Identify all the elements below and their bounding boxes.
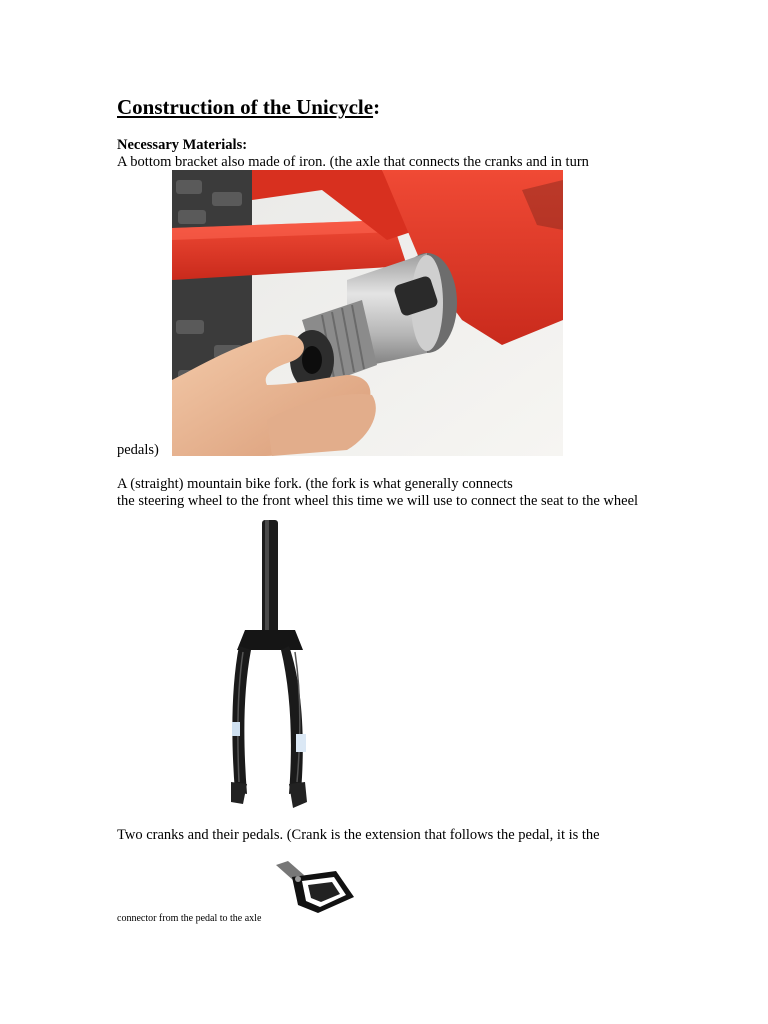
materials-heading: Necessary Materials: [117,137,248,153]
cranks-description-end: connector from the pedal to the axle [117,913,262,924]
fork-description-line1: A (straight) mountain bike fork. (the fork is what generally connects [117,476,513,492]
bike-pedal-photo [274,857,356,915]
mountain-bike-fork-photo [185,512,345,818]
page-title [117,94,380,120]
bottom-bracket-photo [172,170,563,456]
bracket-description-end: pedals) [117,442,159,458]
cranks-description: Two cranks and their pedals. (Crank is the extension that follows the pedal, it is the [117,827,600,843]
title-colon: : [373,95,381,119]
bracket-description: A bottom bracket also made of iron. (the axle that connects the cranks and in turn [117,154,589,170]
fork-description-line2: the steering wheel to the front wheel this time we will use to connect the seat to the wheel [117,493,639,509]
title-text: Construction of the Unicycle [117,95,374,119]
